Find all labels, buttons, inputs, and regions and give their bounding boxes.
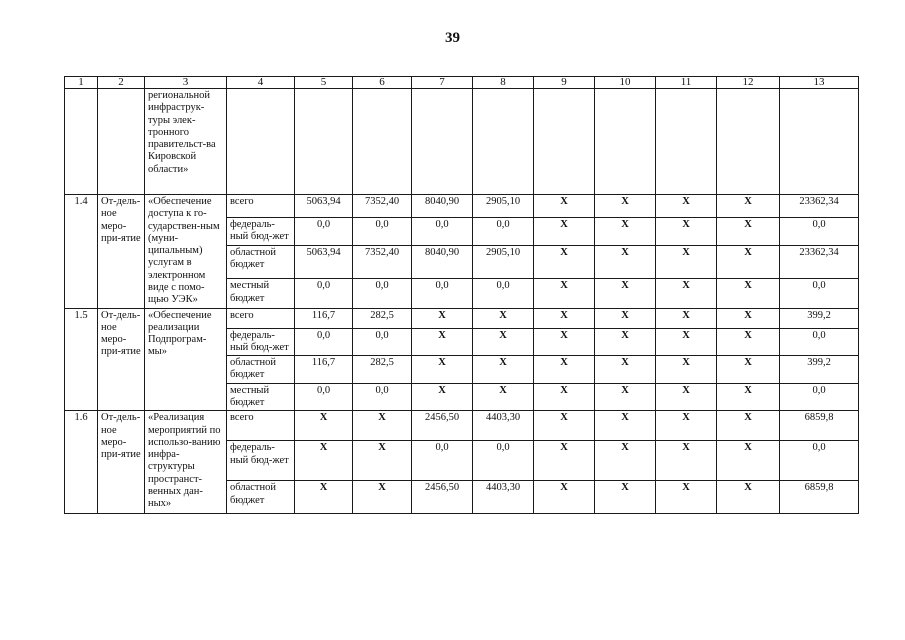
value-cell: 0,0 bbox=[412, 441, 473, 481]
value-cell: 6859,8 bbox=[780, 481, 859, 514]
measure-type: От-дель-ное меро-при-ятие bbox=[98, 411, 145, 514]
empty-cell bbox=[412, 89, 473, 195]
funding-source: всего bbox=[227, 411, 295, 441]
table-row bbox=[65, 411, 859, 441]
column-header: 3 bbox=[145, 77, 227, 89]
column-header: 6 bbox=[353, 77, 412, 89]
measure-name: «Реализация мероприятий по использо-ванию инфра-структуры пространст-венных дан-ных» bbox=[145, 411, 227, 514]
value-cell: X bbox=[534, 411, 595, 441]
empty-cell bbox=[98, 89, 145, 195]
value-cell: 0,0 bbox=[353, 328, 412, 356]
value-cell: 0,0 bbox=[412, 279, 473, 308]
table-row bbox=[65, 308, 859, 328]
funding-source: областной бюджет bbox=[227, 481, 295, 514]
value-cell: 7352,40 bbox=[353, 195, 412, 218]
measure-id: 1.6 bbox=[65, 411, 98, 514]
funding-source: федераль-ный бюд-жет bbox=[227, 218, 295, 246]
value-cell: X bbox=[656, 279, 717, 308]
column-header: 13 bbox=[780, 77, 859, 89]
value-cell: X bbox=[473, 328, 534, 356]
value-cell: 2905,10 bbox=[473, 245, 534, 278]
empty-cell bbox=[65, 89, 98, 195]
column-header: 1 bbox=[65, 77, 98, 89]
value-cell: 4403,30 bbox=[473, 481, 534, 514]
value-cell: X bbox=[534, 328, 595, 356]
value-cell: X bbox=[717, 441, 780, 481]
empty-cell bbox=[717, 89, 780, 195]
value-cell: 4403,30 bbox=[473, 411, 534, 441]
value-cell: X bbox=[534, 356, 595, 384]
funding-source: федераль-ный бюд-жет bbox=[227, 441, 295, 481]
header-row bbox=[65, 77, 859, 89]
value-cell: 282,5 bbox=[353, 308, 412, 328]
empty-cell bbox=[780, 89, 859, 195]
value-cell: X bbox=[412, 383, 473, 411]
funding-source: всего bbox=[227, 308, 295, 328]
value-cell: X bbox=[595, 308, 656, 328]
value-cell: X bbox=[656, 356, 717, 384]
value-cell: X bbox=[295, 441, 353, 481]
value-cell: X bbox=[656, 441, 717, 481]
funding-source: областной бюджет bbox=[227, 356, 295, 384]
value-cell: X bbox=[353, 441, 412, 481]
value-cell: X bbox=[534, 481, 595, 514]
value-cell: 0,0 bbox=[295, 279, 353, 308]
value-cell: 2456,50 bbox=[412, 411, 473, 441]
value-cell: X bbox=[717, 356, 780, 384]
value-cell: X bbox=[656, 245, 717, 278]
budget-table bbox=[64, 76, 859, 514]
value-cell: 2905,10 bbox=[473, 195, 534, 218]
value-cell: 6859,8 bbox=[780, 411, 859, 441]
value-cell: X bbox=[595, 218, 656, 246]
value-cell: 399,2 bbox=[780, 356, 859, 384]
value-cell: 0,0 bbox=[295, 383, 353, 411]
value-cell: 0,0 bbox=[780, 441, 859, 481]
measure-id: 1.5 bbox=[65, 308, 98, 411]
value-cell: X bbox=[717, 195, 780, 218]
table-header bbox=[65, 77, 859, 89]
table-row bbox=[65, 89, 859, 195]
value-cell: X bbox=[412, 356, 473, 384]
page-number: 39 bbox=[445, 30, 460, 46]
column-header: 2 bbox=[98, 77, 145, 89]
column-header: 9 bbox=[534, 77, 595, 89]
value-cell: X bbox=[534, 441, 595, 481]
value-cell: X bbox=[534, 195, 595, 218]
empty-cell bbox=[227, 89, 295, 195]
measure-name: «Обеспечение реализации Подпрограм-мы» bbox=[145, 308, 227, 411]
value-cell: X bbox=[717, 328, 780, 356]
value-cell: X bbox=[473, 356, 534, 384]
value-cell: X bbox=[656, 328, 717, 356]
value-cell: X bbox=[534, 279, 595, 308]
empty-cell bbox=[473, 89, 534, 195]
column-header: 12 bbox=[717, 77, 780, 89]
value-cell: X bbox=[717, 279, 780, 308]
value-cell: 0,0 bbox=[295, 328, 353, 356]
value-cell: 282,5 bbox=[353, 356, 412, 384]
value-cell: X bbox=[656, 218, 717, 246]
value-cell: 0,0 bbox=[473, 441, 534, 481]
value-cell: X bbox=[656, 308, 717, 328]
value-cell: X bbox=[412, 308, 473, 328]
value-cell: X bbox=[717, 218, 780, 246]
value-cell: X bbox=[656, 383, 717, 411]
measure-type: От-дель-ное меро-при-ятие bbox=[98, 195, 145, 309]
value-cell: 0,0 bbox=[353, 218, 412, 246]
value-cell: X bbox=[353, 481, 412, 514]
measure-name-continuation: региональной инфраструк-туры элек-тронного правительст-ва Кировской области» bbox=[145, 89, 227, 195]
value-cell: 23362,34 bbox=[780, 195, 859, 218]
funding-source: местный бюджет bbox=[227, 383, 295, 411]
value-cell: 116,7 bbox=[295, 308, 353, 328]
value-cell: 0,0 bbox=[353, 279, 412, 308]
value-cell: X bbox=[656, 481, 717, 514]
value-cell: 0,0 bbox=[473, 218, 534, 246]
value-cell: 399,2 bbox=[780, 308, 859, 328]
value-cell: X bbox=[656, 411, 717, 441]
value-cell: 0,0 bbox=[780, 218, 859, 246]
value-cell: X bbox=[595, 195, 656, 218]
value-cell: X bbox=[295, 481, 353, 514]
measure-name: «Обеспечение доступа к го-сударствен-ным (муни-ципальным) услугам в электронном виде с помо-щью УЭК» bbox=[145, 195, 227, 309]
column-header: 4 bbox=[227, 77, 295, 89]
value-cell: 7352,40 bbox=[353, 245, 412, 278]
value-cell: 0,0 bbox=[780, 279, 859, 308]
value-cell: 0,0 bbox=[473, 279, 534, 308]
funding-source: областной бюджет bbox=[227, 245, 295, 278]
column-header: 11 bbox=[656, 77, 717, 89]
value-cell: X bbox=[353, 411, 412, 441]
table-row bbox=[65, 195, 859, 218]
value-cell: 0,0 bbox=[353, 383, 412, 411]
value-cell: X bbox=[656, 195, 717, 218]
table-body bbox=[65, 89, 859, 514]
value-cell: 8040,90 bbox=[412, 195, 473, 218]
empty-cell bbox=[295, 89, 353, 195]
column-header: 8 bbox=[473, 77, 534, 89]
value-cell: X bbox=[595, 383, 656, 411]
value-cell: 5063,94 bbox=[295, 245, 353, 278]
funding-source: всего bbox=[227, 195, 295, 218]
value-cell: 0,0 bbox=[295, 218, 353, 246]
funding-source: федераль-ный бюд-жет bbox=[227, 328, 295, 356]
value-cell: X bbox=[595, 356, 656, 384]
empty-cell bbox=[595, 89, 656, 195]
value-cell: 8040,90 bbox=[412, 245, 473, 278]
value-cell: X bbox=[717, 308, 780, 328]
funding-source: местный бюджет bbox=[227, 279, 295, 308]
empty-cell bbox=[353, 89, 412, 195]
value-cell: X bbox=[534, 245, 595, 278]
value-cell: 0,0 bbox=[412, 218, 473, 246]
column-header: 10 bbox=[595, 77, 656, 89]
value-cell: X bbox=[717, 245, 780, 278]
value-cell: X bbox=[473, 383, 534, 411]
column-header: 5 bbox=[295, 77, 353, 89]
value-cell: X bbox=[473, 308, 534, 328]
value-cell: X bbox=[534, 383, 595, 411]
value-cell: X bbox=[595, 245, 656, 278]
column-header: 7 bbox=[412, 77, 473, 89]
value-cell: 2456,50 bbox=[412, 481, 473, 514]
value-cell: 0,0 bbox=[780, 328, 859, 356]
empty-cell bbox=[534, 89, 595, 195]
value-cell: X bbox=[534, 218, 595, 246]
value-cell: X bbox=[295, 411, 353, 441]
measure-type: От-дель-ное меро-при-ятие bbox=[98, 308, 145, 411]
value-cell: 116,7 bbox=[295, 356, 353, 384]
value-cell: X bbox=[595, 481, 656, 514]
empty-cell bbox=[656, 89, 717, 195]
value-cell: X bbox=[595, 328, 656, 356]
value-cell: X bbox=[717, 481, 780, 514]
measure-id: 1.4 bbox=[65, 195, 98, 309]
value-cell: 5063,94 bbox=[295, 195, 353, 218]
value-cell: 0,0 bbox=[780, 383, 859, 411]
value-cell: X bbox=[595, 441, 656, 481]
value-cell: X bbox=[595, 411, 656, 441]
value-cell: X bbox=[412, 328, 473, 356]
value-cell: 23362,34 bbox=[780, 245, 859, 278]
value-cell: X bbox=[717, 411, 780, 441]
value-cell: X bbox=[534, 308, 595, 328]
value-cell: X bbox=[717, 383, 780, 411]
value-cell: X bbox=[595, 279, 656, 308]
